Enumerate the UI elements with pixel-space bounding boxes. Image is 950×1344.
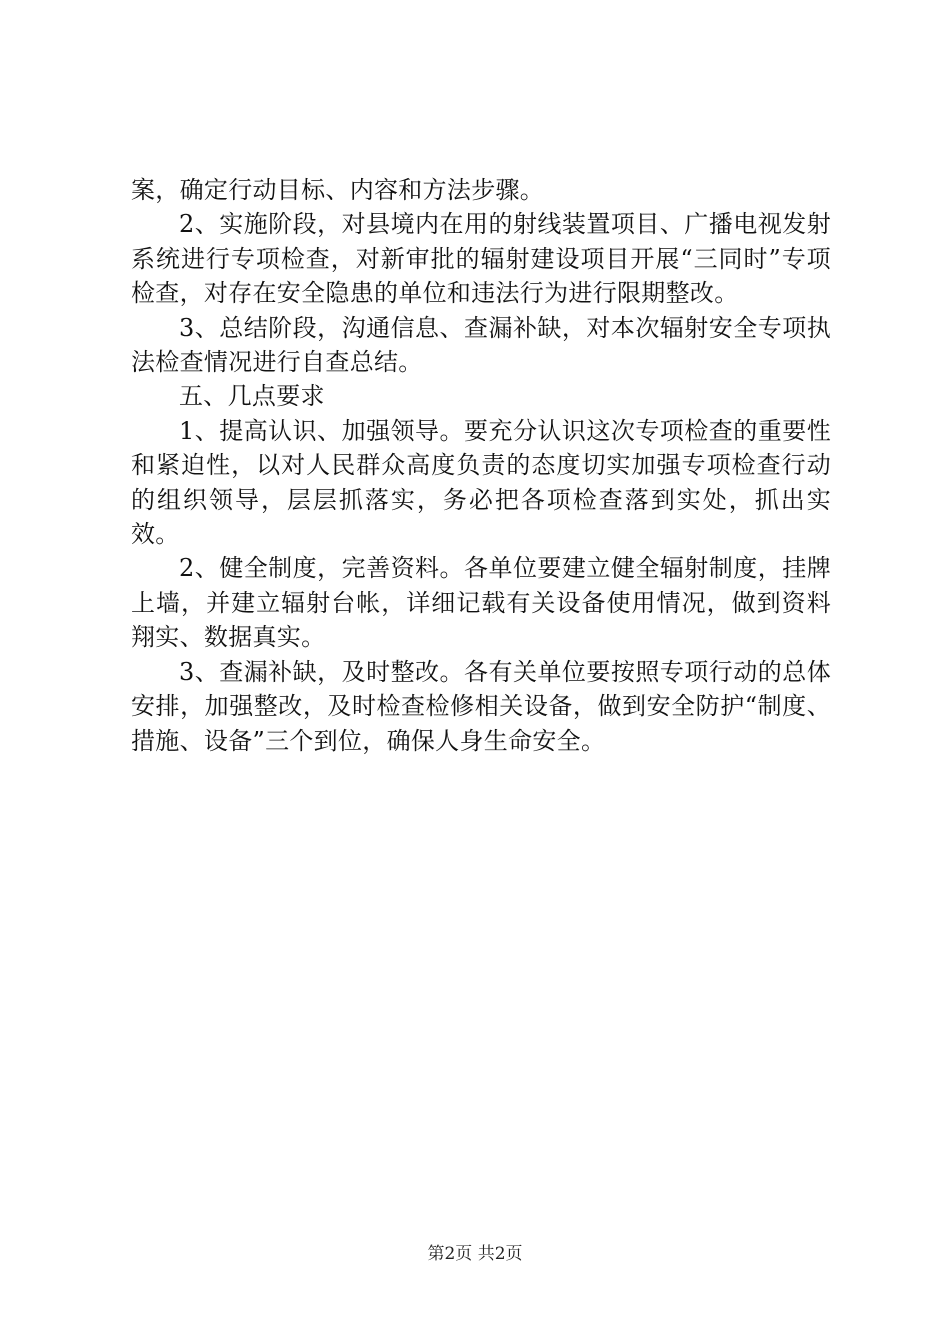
paragraph-requirement-2: 2、健全制度，完善资料。各单位要建立健全辐射制度，挂牌上墙，并建立辐射台帐，详细记载有关设备使用情况，做到资料翔实、数据真实。 [131,554,831,652]
paragraph-requirement-1: 1、提高认识、加强领导。要充分认识这次专项检查的重要性和紧迫性，以对人民群众高度负责的态度切实加强专项检查行动的组织领导，层层抓落实，务必把各项检查落到实处，抓出实效。 [131,416,831,549]
section-heading-requirements: 五、几点要求 [179,382,325,411]
paragraph-implementation-stage: 2、实施阶段，对县境内在用的射线装置项目、广播电视发射系统进行专项检查，对新审批的辐射建设项目开展“三同时”专项检查，对存在安全隐患的单位和违法行为进行限期整改。 [131,210,831,308]
paragraph-summary-stage: 3、总结阶段，沟通信息、查漏补缺，对本次辐射安全专项执法检查情况进行自查总结。 [131,313,831,377]
paragraph-requirement-3: 3、查漏补缺，及时整改。各有关单位要按照专项行动的总体安排，加强整改，及时检查检修相关设备，做到安全防护“制度、措施、设备”三个到位，确保人身生命安全。 [131,657,831,755]
document-body [131,173,831,758]
page-number-footer: 第2页 共2页 [427,1244,523,1264]
paragraph-continuation: 案，确定行动目标、内容和方法步骤。 [131,176,545,204]
